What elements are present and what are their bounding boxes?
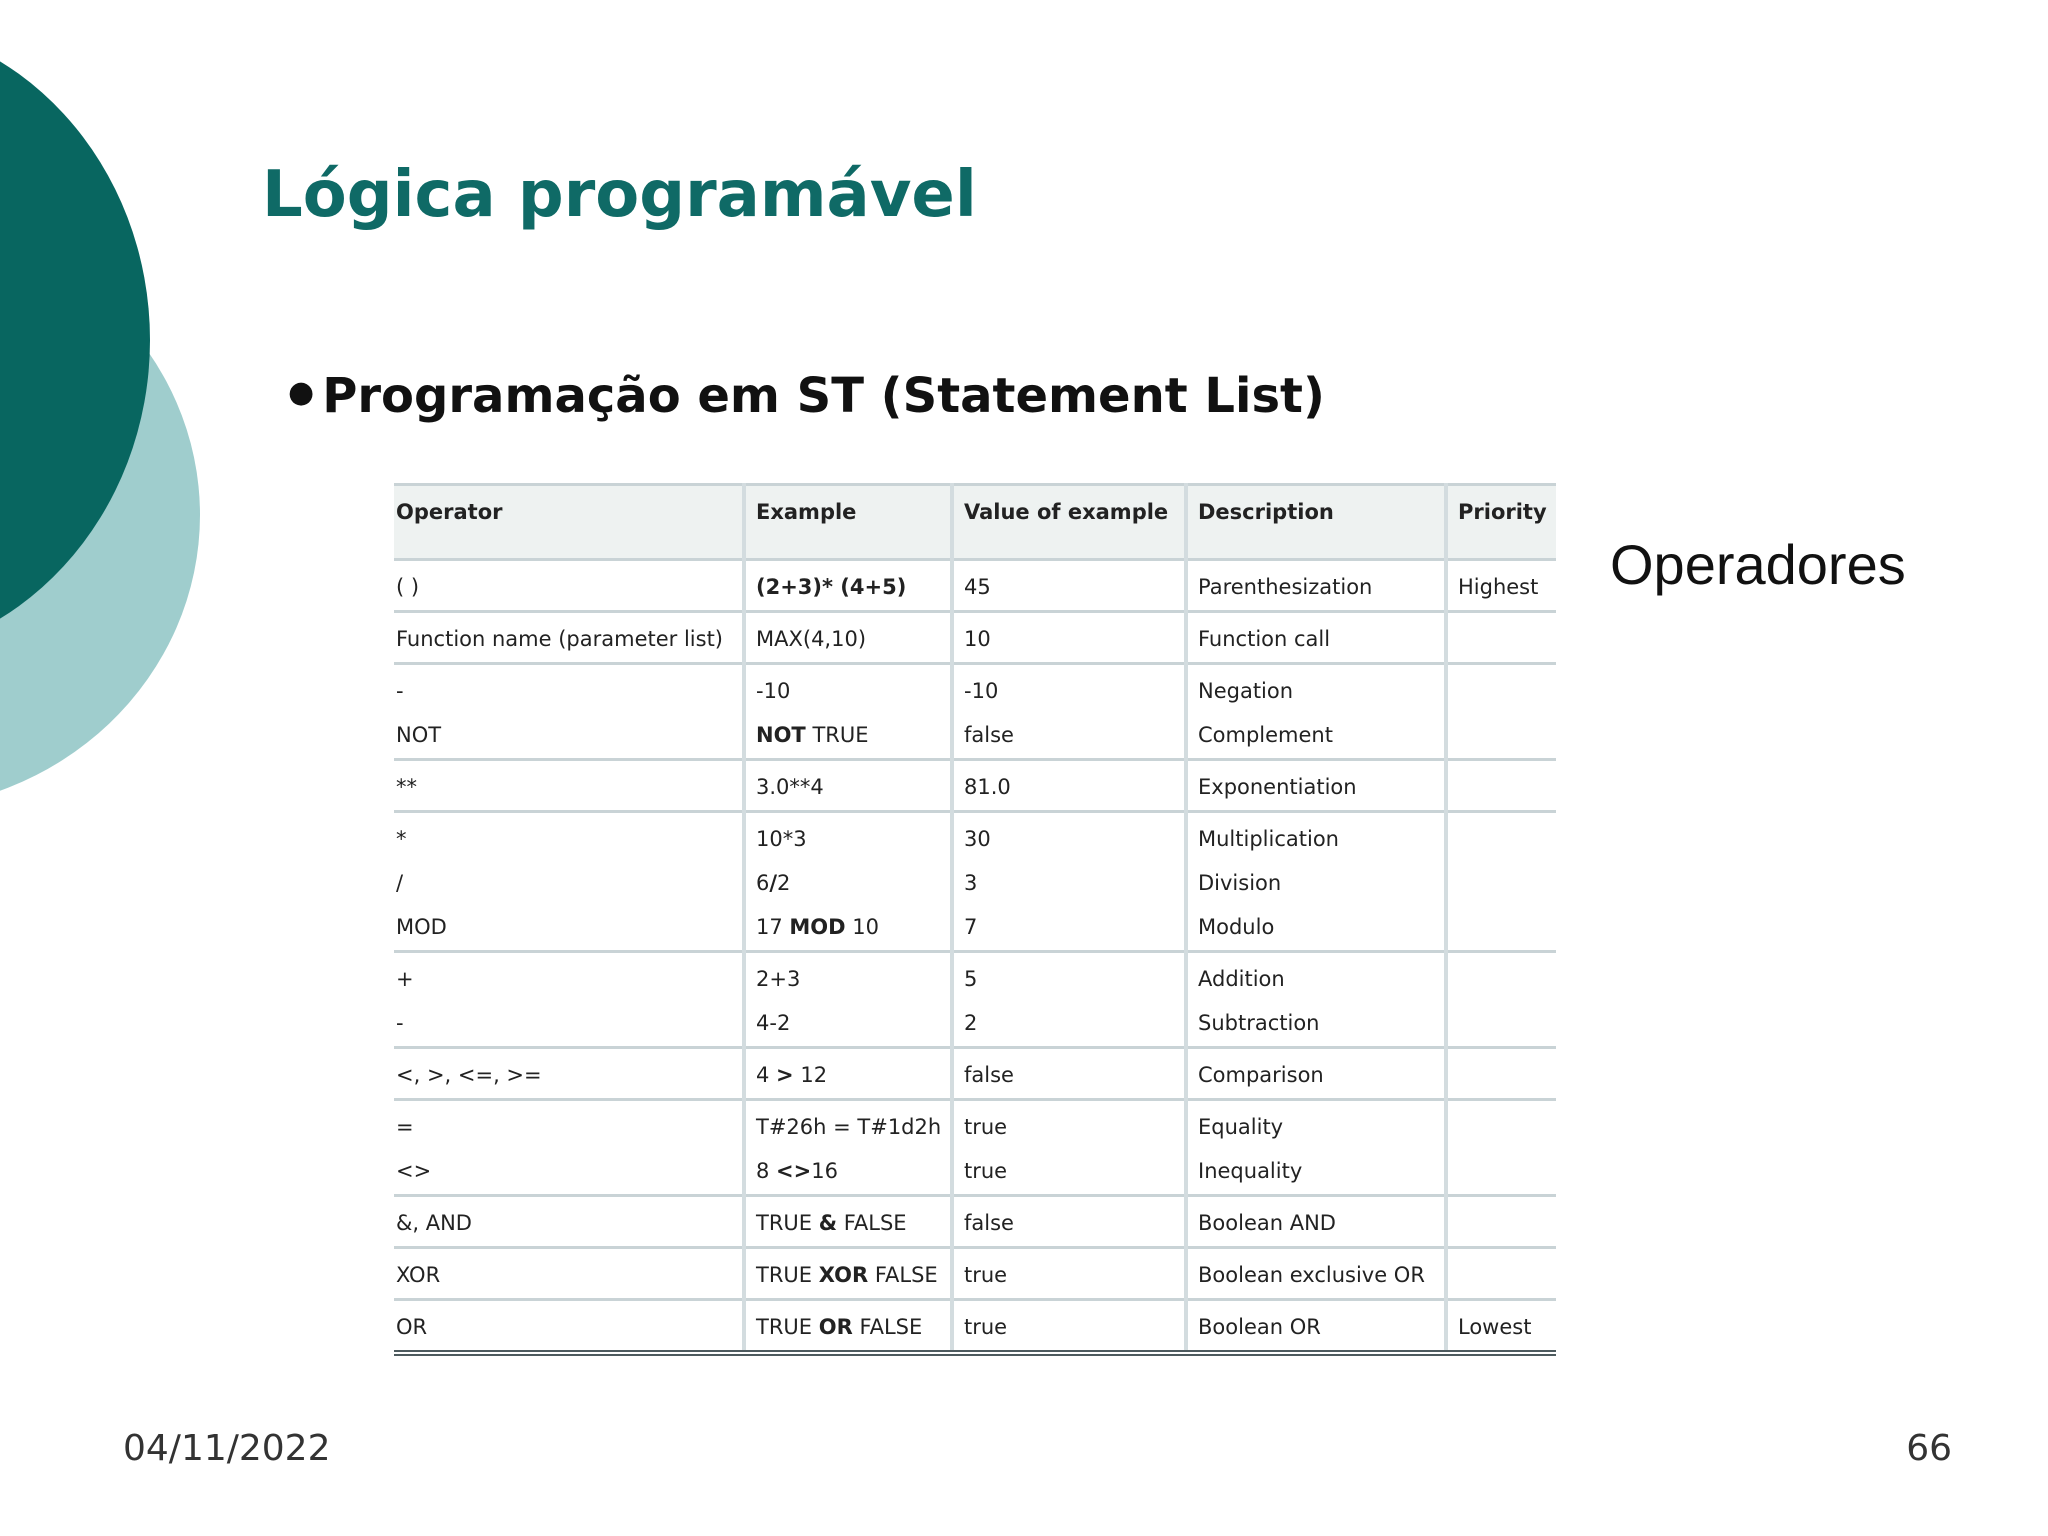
header-priority: Priority	[1446, 485, 1556, 560]
operator-line: **	[396, 775, 417, 799]
cell-example	[744, 612, 952, 664]
cell-description	[1186, 1100, 1446, 1196]
slide-title: Lógica programável	[262, 158, 977, 232]
cell-operator	[394, 1248, 744, 1300]
example-line	[756, 1209, 944, 1238]
bullet-point	[288, 368, 1325, 424]
page-number: 66	[1906, 1428, 1952, 1469]
cell-description	[1186, 664, 1446, 760]
value-line: 7	[964, 915, 978, 939]
cell-description	[1186, 1048, 1446, 1100]
example-segment: 3.0**4	[756, 775, 824, 799]
cell-example	[744, 1196, 952, 1248]
cell-example	[744, 1048, 952, 1100]
operators-table	[394, 483, 1556, 1356]
header-description: Description	[1186, 485, 1446, 560]
example-segment: 2+3	[756, 967, 801, 991]
cell-example	[744, 560, 952, 612]
description-line: Inequality	[1198, 1159, 1303, 1183]
example-line	[756, 1313, 944, 1342]
example-segment: 17	[756, 915, 790, 939]
value-line: 45	[964, 575, 991, 599]
cell-priority	[1446, 1248, 1556, 1300]
cell-description	[1186, 560, 1446, 612]
table-row	[394, 612, 1556, 664]
example-segment: >	[776, 1063, 794, 1087]
cell-priority	[1446, 664, 1556, 760]
cell-operator	[394, 664, 744, 760]
operator-line: ( )	[396, 575, 420, 599]
cell-priority	[1446, 812, 1556, 952]
example-line	[756, 1157, 944, 1186]
cell-operator	[394, 1100, 744, 1196]
cell-example	[744, 1300, 952, 1354]
example-line	[756, 869, 944, 898]
example-line	[756, 1261, 944, 1290]
operator-line: =	[396, 1115, 414, 1139]
table-row	[394, 1248, 1556, 1300]
operator-line: NOT	[396, 723, 442, 747]
value-line: 30	[964, 827, 991, 851]
example-segment: 16	[811, 1159, 838, 1183]
description-line: Parenthesization	[1198, 575, 1373, 599]
operator-line: <, >, <=, >=	[396, 1063, 542, 1087]
bullet-text: Programação em ST (Statement List)	[322, 368, 1325, 424]
cell-operator	[394, 1196, 744, 1248]
table-row	[394, 760, 1556, 812]
table-row	[394, 812, 1556, 952]
table-row	[394, 1048, 1556, 1100]
description-line: Addition	[1198, 967, 1285, 991]
value-line: true	[964, 1315, 1008, 1339]
example-line	[756, 1009, 944, 1038]
example-segment: <>	[776, 1159, 812, 1183]
example-line	[756, 573, 944, 602]
example-segment: MOD	[789, 915, 846, 939]
value-line: false	[964, 723, 1014, 747]
operator-line: *	[396, 827, 407, 851]
cell-operator	[394, 1048, 744, 1100]
table-row	[394, 1300, 1556, 1354]
cell-priority	[1446, 1100, 1556, 1196]
cell-value	[952, 952, 1186, 1048]
description-line: Boolean exclusive OR	[1198, 1263, 1425, 1287]
cell-operator	[394, 560, 744, 612]
example-segment: XOR	[818, 1263, 869, 1287]
cell-example	[744, 952, 952, 1048]
bullet-dot-icon: ●	[288, 375, 315, 410]
value-line: false	[964, 1211, 1014, 1235]
cell-value	[952, 1048, 1186, 1100]
value-line: 5	[964, 967, 978, 991]
cell-priority	[1446, 1196, 1556, 1248]
example-segment: (2+3)* (4+5)	[756, 575, 907, 599]
description-line: Function call	[1198, 627, 1331, 651]
description-line: Exponentiation	[1198, 775, 1357, 799]
value-line: false	[964, 1063, 1014, 1087]
cell-operator	[394, 1300, 744, 1354]
example-segment: FALSE	[837, 1211, 907, 1235]
cell-example	[744, 812, 952, 952]
example-line	[756, 1113, 944, 1142]
example-segment: 12	[793, 1063, 828, 1087]
description-line: Modulo	[1198, 915, 1275, 939]
example-segment: TRUE	[756, 1315, 819, 1339]
cell-operator	[394, 612, 744, 664]
cell-example	[744, 1100, 952, 1196]
example-segment: 8	[756, 1159, 777, 1183]
description-line: Boolean OR	[1198, 1315, 1321, 1339]
cell-value	[952, 1100, 1186, 1196]
description-line: Equality	[1198, 1115, 1284, 1139]
cell-value	[952, 560, 1186, 612]
cell-description	[1186, 1300, 1446, 1354]
value-line: -10	[964, 679, 999, 703]
cell-example	[744, 760, 952, 812]
example-segment: TRUE	[756, 1211, 819, 1235]
table-body	[394, 560, 1556, 1354]
value-line: true	[964, 1159, 1008, 1183]
description-line: Multiplication	[1198, 827, 1339, 851]
example-segment: NOT	[756, 723, 806, 747]
table-row	[394, 952, 1556, 1048]
cell-priority	[1446, 760, 1556, 812]
example-segment: 4	[756, 1063, 777, 1087]
cell-operator	[394, 952, 744, 1048]
table-row	[394, 560, 1556, 612]
cell-example	[744, 664, 952, 760]
cell-operator	[394, 812, 744, 952]
description-line: Complement	[1198, 723, 1333, 747]
cell-value	[952, 1248, 1186, 1300]
description-line: Division	[1198, 871, 1282, 895]
cell-description	[1186, 812, 1446, 952]
description-line: Comparison	[1198, 1063, 1324, 1087]
value-line: true	[964, 1115, 1008, 1139]
operator-line: /	[396, 871, 404, 895]
example-segment: -10	[756, 679, 791, 703]
example-line	[756, 677, 944, 706]
table-header-row	[394, 485, 1556, 560]
example-segment: TRUE	[805, 723, 869, 747]
example-segment: 10	[845, 915, 879, 939]
footer-date: 04/11/2022	[123, 1428, 331, 1469]
description-line: Subtraction	[1198, 1011, 1320, 1035]
example-line	[756, 1061, 944, 1090]
value-line: 2	[964, 1011, 978, 1035]
operator-line: -	[396, 1011, 404, 1035]
cell-priority	[1446, 612, 1556, 664]
example-segment: MAX(4,10)	[756, 627, 867, 651]
example-segment: /	[769, 871, 778, 895]
example-segment: T#26h = T#1d2h	[756, 1115, 942, 1139]
value-line: 81.0	[964, 775, 1011, 799]
operator-line: -	[396, 679, 404, 703]
example-line	[756, 773, 944, 802]
table-row	[394, 664, 1556, 760]
cell-description	[1186, 1196, 1446, 1248]
header-example: Example	[744, 485, 952, 560]
header-value: Value of example	[952, 485, 1186, 560]
cell-description	[1186, 760, 1446, 812]
example-segment: 10*3	[756, 827, 807, 851]
example-segment: 6	[756, 871, 770, 895]
table-row	[394, 1100, 1556, 1196]
example-segment: OR	[818, 1315, 853, 1339]
cell-description	[1186, 1248, 1446, 1300]
subtitle-operadores: Operadores	[1610, 533, 1906, 596]
cell-priority	[1446, 1048, 1556, 1100]
example-line	[756, 721, 944, 750]
example-line	[756, 625, 944, 654]
example-segment: 4-2	[756, 1011, 791, 1035]
operator-line: OR	[396, 1315, 428, 1339]
operator-line: Function name (parameter list)	[396, 627, 723, 651]
operator-line: MOD	[396, 915, 447, 939]
cell-description	[1186, 612, 1446, 664]
value-line: 10	[964, 627, 991, 651]
description-line: Boolean AND	[1198, 1211, 1336, 1235]
operator-line: <>	[396, 1159, 432, 1183]
cell-priority	[1446, 952, 1556, 1048]
value-line: 3	[964, 871, 978, 895]
cell-priority: Highest	[1446, 560, 1556, 612]
example-segment: TRUE	[756, 1263, 819, 1287]
cell-description	[1186, 952, 1446, 1048]
description-line: Negation	[1198, 679, 1294, 703]
example-segment: 2	[777, 871, 791, 895]
example-segment: FALSE	[868, 1263, 938, 1287]
cell-example	[744, 1248, 952, 1300]
cell-value	[952, 760, 1186, 812]
cell-priority: Lowest	[1446, 1300, 1556, 1354]
example-line	[756, 965, 944, 994]
operator-line: XOR	[396, 1263, 441, 1287]
operator-line: +	[396, 967, 414, 991]
operator-line: &, AND	[396, 1211, 472, 1235]
cell-value	[952, 612, 1186, 664]
cell-value	[952, 812, 1186, 952]
cell-value	[952, 664, 1186, 760]
cell-value	[952, 1300, 1186, 1354]
value-line: true	[964, 1263, 1008, 1287]
cell-value	[952, 1196, 1186, 1248]
example-segment: &	[818, 1211, 838, 1235]
example-line	[756, 913, 944, 942]
example-line	[756, 825, 944, 854]
example-segment: FALSE	[852, 1315, 923, 1339]
header-operator: Operator	[394, 485, 744, 560]
table-row	[394, 1196, 1556, 1248]
cell-operator	[394, 760, 744, 812]
